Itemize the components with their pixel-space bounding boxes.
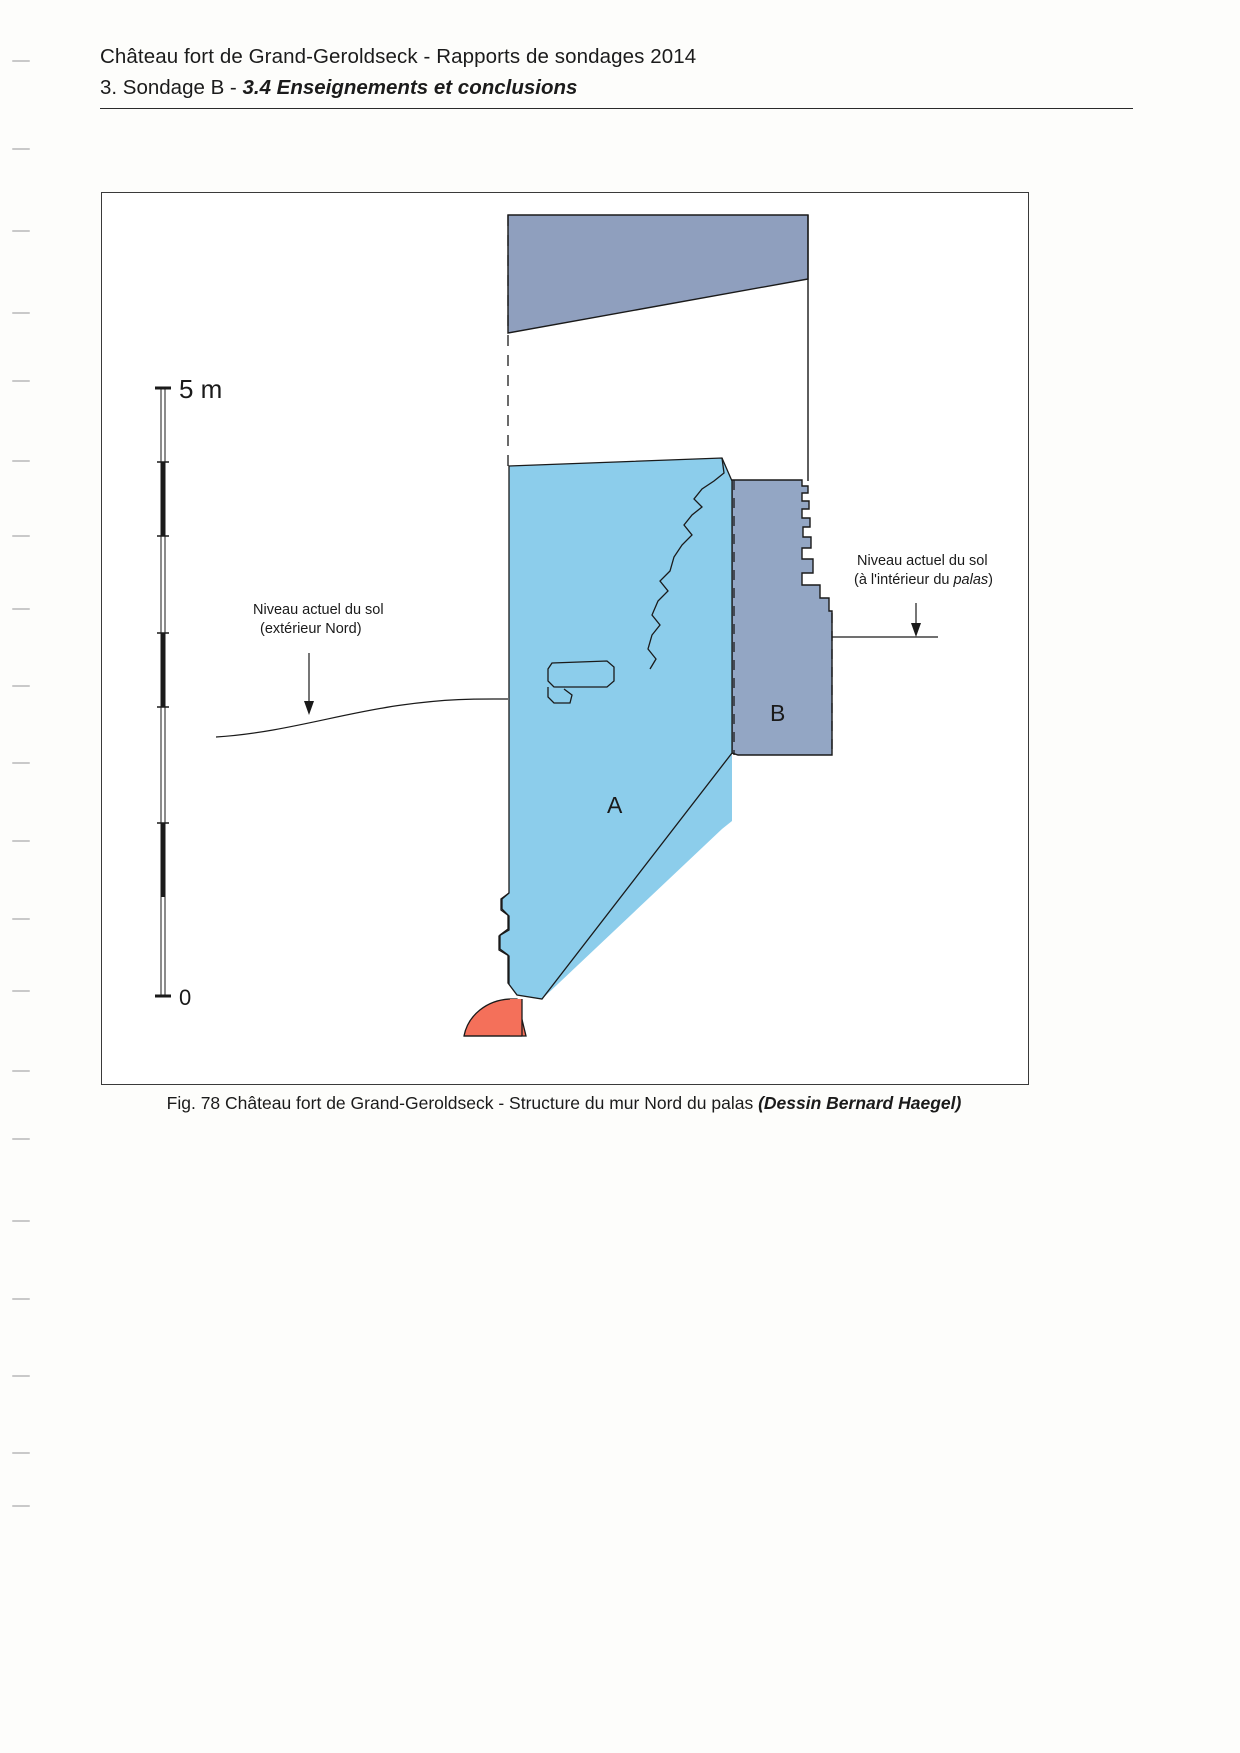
annotation-interior-suffix: ) [988,572,993,588]
header-title: Château fort de Grand-Geroldseck - Rapports de sondages 2014 [100,45,697,68]
foundation-bedrock [464,999,526,1036]
phase-label-b: B [770,700,786,726]
annotation-interior-ground [854,553,993,637]
exterior-ground-line [216,699,508,737]
header-section-title: 3.4 Enseignements et conclusions [242,76,578,99]
header-section [100,76,1140,100]
annotation-exterior-line2: (extérieur Nord) [260,621,362,637]
header-divider [100,108,1133,109]
annotation-interior-line1: Niveau actuel du sol [857,553,988,569]
upper-masonry-block [508,215,808,333]
scale-label-5m: 5 m [179,374,223,404]
figure-frame [101,192,1029,1085]
annotation-exterior-ground [253,602,384,715]
margin-ruled-marks [8,40,38,1640]
figure-caption-credit: (Dessin Bernard Haegel) [758,1093,962,1113]
header-section-number: 3. Sondage B - [100,76,243,99]
annotation-interior-line2 [854,572,993,588]
scale-label-0: 0 [179,985,192,1010]
phase-label-a: A [607,792,623,818]
scale-bar [155,388,171,996]
wall-section-drawing [102,193,1028,1084]
putlog-hole-detail [548,661,614,687]
document-header [100,45,1140,100]
figure-caption [101,1093,1027,1114]
annotation-interior-italic: palas [953,572,989,588]
figure-caption-text: Fig. 78 Château fort de Grand-Geroldseck - Structure du mur Nord du palas [166,1093,759,1113]
phase-a-masonry [500,458,732,999]
annotation-interior-prefix: (à l'intérieur du [854,572,954,588]
annotation-exterior-line1: Niveau actuel du sol [253,602,384,618]
